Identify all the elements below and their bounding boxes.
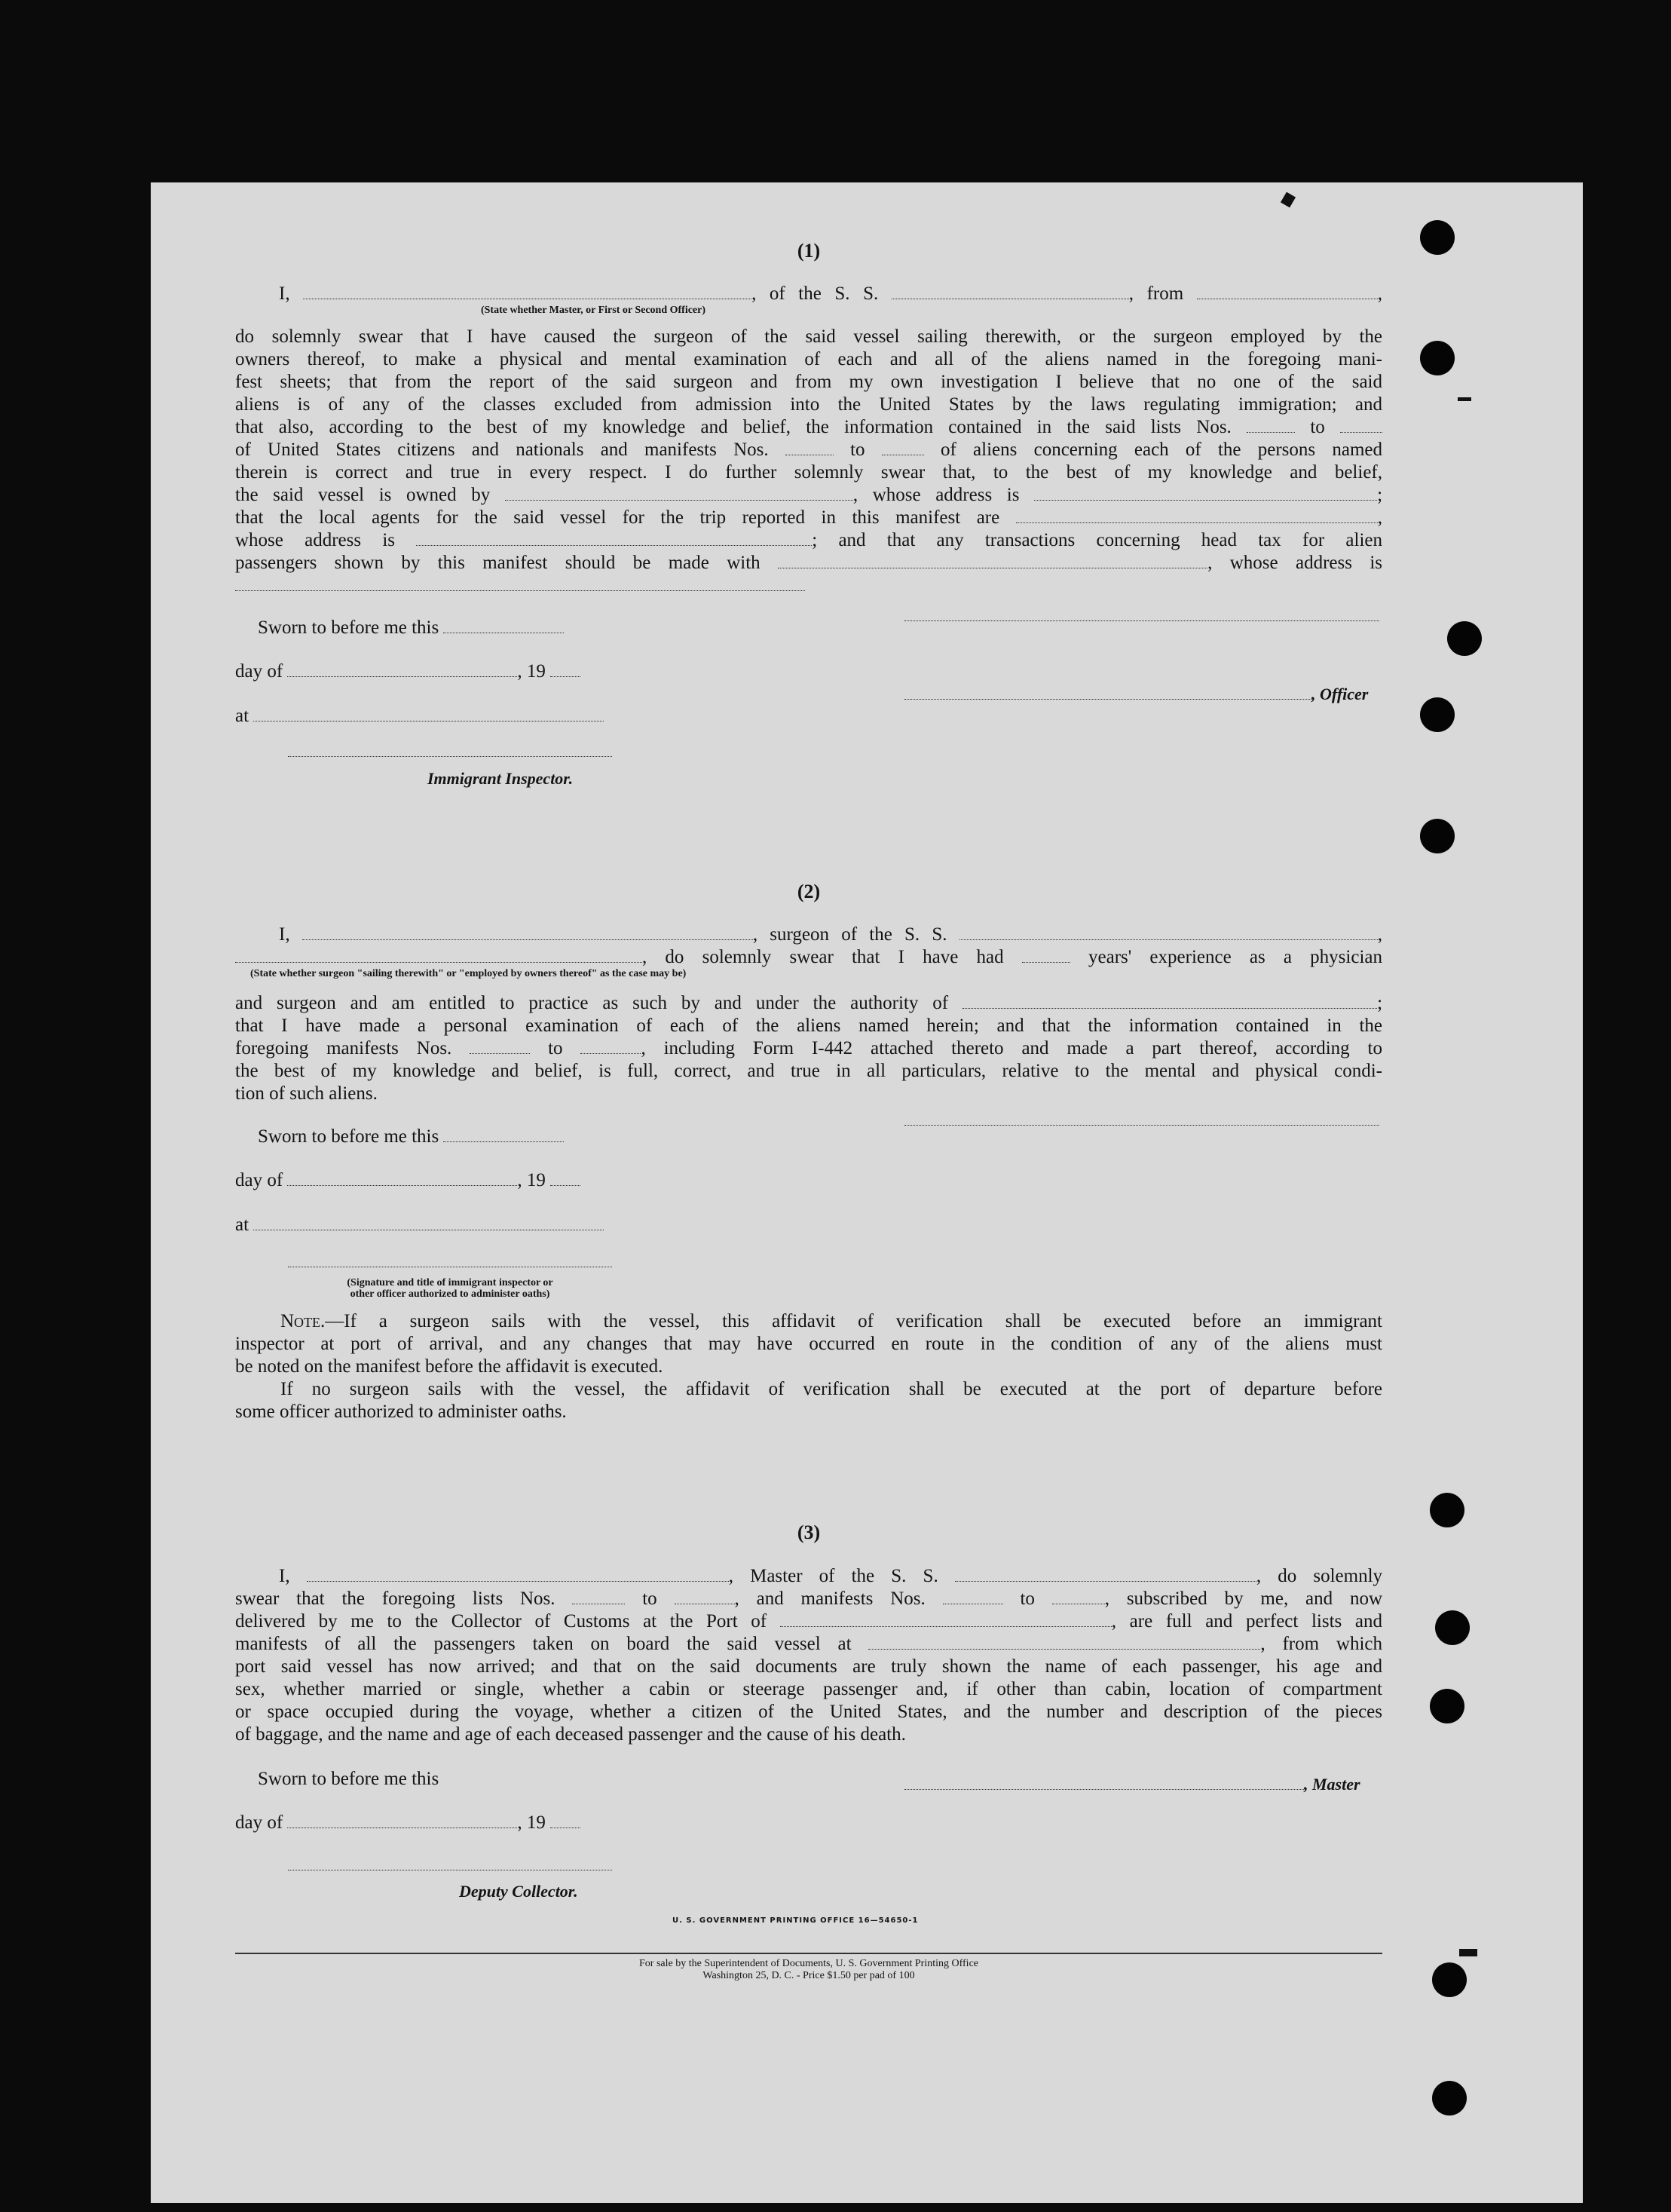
officer-caption: (State whether Master, or First or Second Officer) [480,305,706,316]
text-line: some officer authorized to administer oaths. [235,1402,567,1422]
text-fragment: whose address is [235,530,396,550]
text-line: fest sheets; that from the report of the said surgeon and from my own investigation I believe that no one of the said [235,372,1382,392]
text-fragment: , [1377,507,1383,528]
text-fragment: , do solemnly [1256,1566,1383,1586]
section-2-heading: (2) [797,881,821,902]
section-1-heading: (1) [797,240,821,262]
text-fragment: swear that the foregoing lists Nos. [235,1589,555,1609]
text-fragment: the said vessel is owned by [235,485,491,505]
month-field[interactable] [287,1170,517,1186]
punch-hole [1430,1689,1464,1723]
text-fragment: years' experience as a physician [1088,947,1382,967]
lists-to-field[interactable] [675,1589,735,1604]
sale-line: Washington 25, D. C. - Price $1.50 per pad of 100 [702,1970,915,1981]
text-line: the best of my knowledge and belief, is full, correct, and true in all particulars, relative to the mental and physical condi- [235,1061,1382,1081]
sale-line: For sale by the Superintendent of Documents, U. S. Government Printing Office [639,1958,978,1969]
comma: , [1377,283,1382,304]
section-3-affidavit [235,1565,1382,1746]
text-line: of baggage, and the name and age of each deceased passenger and the cause of his death. [235,1724,906,1745]
sworn-line [258,617,564,639]
text-fragment: to [642,1589,657,1609]
manifests-to-field[interactable] [882,440,924,455]
officer-name-line[interactable] [904,620,1379,621]
sworn-line [258,1126,564,1148]
punch-hole [1435,1610,1470,1645]
text-fragment: , and manifests Nos. [734,1589,926,1609]
section-1-first-line [235,283,1382,305]
day-of-label: day of [235,661,283,682]
from-port-field[interactable] [1197,283,1378,299]
year-field[interactable] [550,1812,580,1828]
manifests-from-field[interactable] [470,1038,530,1054]
note-label: Note. [280,1311,326,1331]
sworn-label: Sworn to before me this [258,1126,439,1147]
section-2-affidavit [235,992,1382,1105]
master-signature-field[interactable] [904,1774,1304,1790]
master-vessel-field[interactable] [955,1566,1256,1582]
text-fragment: delivered by me to the Collector of Customs at the Port of [235,1611,767,1631]
text-line: owners thereof, to make a physical and mental examination of each and all of the aliens named in the foregoing mani- [235,349,1382,369]
text-line: inspector at port of arrival, and any changes that may have occurred en route in the condition of any of the aliens must [235,1334,1382,1354]
pronoun-i: I, [279,924,290,945]
text-line: that I have made a personal examination of each of the aliens named herein; and that the information contained in the [235,1016,1382,1036]
text-fragment: of aliens concerning each of the persons named [941,440,1383,460]
caption-line: (Signature and title of immigrant inspector or [347,1277,553,1288]
agents-address-field[interactable] [416,530,812,546]
at-label: at [235,1215,249,1235]
text-line: therein is correct and true in every respect. I do further solemnly swear that, to the best of my knowledge and belief, [235,462,1382,483]
text-fragment: , whose address is [852,485,1020,505]
text-fragment: , from which [1260,1634,1383,1654]
officer-line [904,683,1368,706]
text-fragment: , do solemnly swear that I have had [642,947,1004,967]
authority-field[interactable] [963,993,1377,1009]
officer-signature-field[interactable] [904,684,1311,700]
pronoun-i: I, [279,283,290,304]
local-agents-field[interactable] [1016,507,1378,523]
year-label: , 19 [517,1170,546,1190]
master-line [904,1773,1360,1796]
text-fragment: to [1020,1589,1035,1609]
at-line [235,705,604,728]
manifests-to-field[interactable] [1052,1589,1105,1604]
punch-hole [1432,2081,1467,2115]
comma: , [1377,924,1383,945]
master-name-field[interactable] [307,1566,729,1582]
caption-line: other officer authorized to administer oaths) [350,1288,550,1300]
lists-from-field[interactable] [1247,417,1295,433]
footer-rule [235,1953,1382,1954]
punch-hole [1432,1962,1467,1997]
owner-address-field[interactable] [1034,485,1377,501]
signature-caption [288,1277,612,1300]
lists-to-field[interactable] [1340,417,1382,433]
text-fragment: of United States citizens and nationals and manifests Nos. [235,440,769,460]
officer-label: , Officer [1311,685,1369,703]
from-label: , from [1128,283,1184,304]
text-line: tion of such aliens. [235,1083,378,1104]
inspector-label: Immigrant Inspector. [427,769,574,788]
form-content [235,0,1382,2212]
text-line: or space occupied during the voyage, whether a citizen of the United States, and the number and description of the pieces [235,1702,1382,1722]
day-of-label: day of [235,1170,283,1190]
vessel-name-field[interactable] [892,283,1129,299]
sworn-label: Sworn to before me this [258,1769,439,1789]
text-fragment: ; [1377,993,1383,1013]
text-fragment: that the local agents for the said vessel for the trip reported in this manifest are [235,507,1000,528]
text-fragment: , subscribed by me, and now [1104,1589,1383,1609]
mark [1458,397,1471,401]
month-field[interactable] [287,661,517,677]
text-fragment: , surgeon of the S. S. [752,924,947,945]
place-field[interactable] [253,706,604,722]
note-block [235,1310,1382,1423]
punch-hole [1420,697,1455,732]
punch-hole [1430,1493,1464,1527]
surgeon-name-field[interactable] [302,924,753,940]
day-of-label: day of [235,1812,283,1833]
day-of-line [235,1169,580,1192]
text-fragment: passengers shown by this manifest should be made with [235,553,761,573]
at-label: at [235,706,249,726]
text-fragment: to [548,1038,563,1059]
text-fragment: ; and that any transactions concerning head tax for alien [812,530,1382,550]
text-fragment: and surgeon and am entitled to practice as such by and under the authority of [235,993,949,1013]
text-line: do solemnly swear that I have caused the surgeon of the said vessel sailing therewith, or the surgeon employed by the [235,326,1382,347]
section-1-affidavit [235,326,1382,597]
sworn-label: Sworn to before me this [258,617,439,638]
punch-hole [1420,220,1455,255]
text-fragment: , are full and perfect lists and [1111,1611,1383,1631]
text-fragment: , Master of the S. S. [728,1566,938,1586]
sworn-day-field[interactable] [443,1126,564,1142]
text-fragment: ; [1377,485,1383,505]
sworn-day-field[interactable] [443,617,564,633]
section-3-heading: (3) [797,1521,821,1543]
text-line: be noted on the manifest before the affidavit is executed. [235,1356,663,1377]
master-label: , Master [1304,1775,1360,1794]
deputy-label: Deputy Collector. [459,1882,578,1901]
of-ss-label: , of the S. S. [751,283,879,304]
text-fragment: to [1310,417,1325,437]
owner-field[interactable] [505,485,853,501]
day-of-line [235,660,580,683]
port-field[interactable] [780,1611,1112,1627]
manifests-from-field[interactable] [943,1589,1003,1604]
surgeon-status-field[interactable] [235,947,642,963]
sale-notice [235,1958,1382,1982]
text-line: aliens is of any of the classes excluded from admission into the United States by the laws regulating immigration; and [235,394,1382,415]
sworn-line [258,1768,439,1791]
punch-hole [1420,819,1455,853]
text-fragment: , whose address is [1207,553,1382,573]
head-tax-contact-field[interactable] [778,553,1207,568]
pronoun-i: I, [279,1566,290,1586]
text-line: If no surgeon sails with the vessel, the affidavit of verification shall be executed at the port of departure before [280,1379,1382,1399]
year-field[interactable] [550,661,580,677]
year-label: , 19 [517,661,546,682]
years-experience-field[interactable] [1022,947,1070,963]
punch-hole [1420,341,1455,375]
manifests-to-field[interactable] [580,1038,641,1054]
mark [1459,1949,1477,1956]
punch-hole [1447,621,1482,656]
text-fragment: manifests of all the passengers taken on board the said vessel at [235,1634,852,1654]
at-line [235,1214,604,1236]
inspector-signature-line[interactable] [288,756,612,757]
year-field[interactable] [550,1170,580,1186]
text-line: port said vessel has now arrived; and that on the said documents are truly shown the name of each passenger, his age and [235,1656,1382,1677]
lists-from-field[interactable] [572,1589,625,1604]
gpo-imprint: U. S. GOVERNMENT PRINTING OFFICE 16—54650-1 [672,1916,919,1925]
text-fragment: to [850,440,865,460]
manifests-from-field[interactable] [785,440,834,455]
departure-port-field[interactable] [868,1634,1260,1650]
text-fragment: that also, according to the best of my knowledge and belief, the information contained in the said lists Nos. [235,417,1232,437]
place-field[interactable] [253,1215,604,1230]
text-fragment: , including Form I-442 attached thereto and made a part thereof, according to [641,1038,1383,1059]
officer-name-field[interactable] [303,283,751,299]
year-label: , 19 [517,1812,546,1833]
month-field[interactable] [287,1812,517,1828]
day-of-line [235,1812,580,1834]
text-fragment: foregoing manifests Nos. [235,1038,452,1059]
surgeon-caption: (State whether surgeon "sailing therewith" or "employed by owners thereof" as the case may be) [250,968,687,979]
text-fragment: —If a surgeon sails with the vessel, this affidavit of verification shall be executed before an immigrant [325,1311,1382,1331]
surgeon-signature-line[interactable] [904,1125,1379,1126]
head-tax-address-field[interactable] [235,575,805,591]
text-line: sex, whether married or single, whether a cabin or steerage passenger and, if other than cabin, location of compartment [235,1679,1382,1699]
surgeon-vessel-field[interactable] [959,924,1378,940]
section-2-intro [235,924,1382,969]
